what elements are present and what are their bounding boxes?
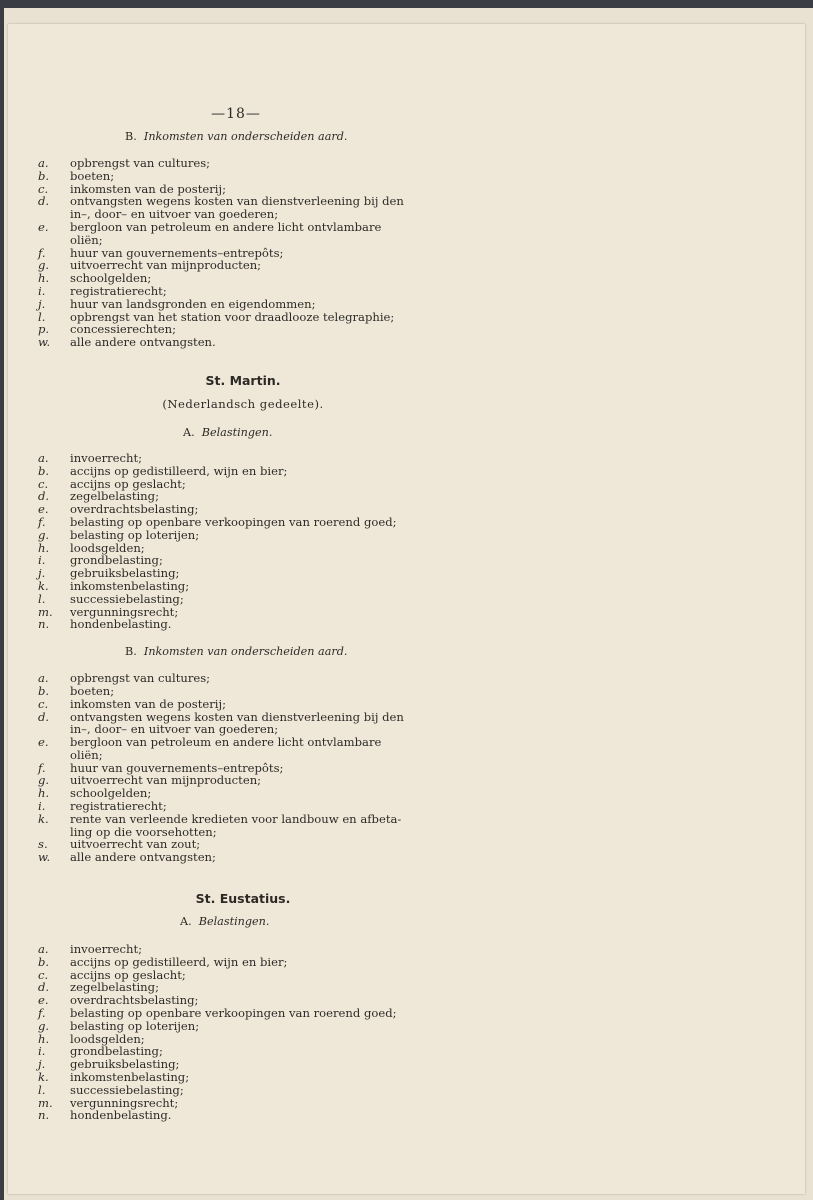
item-marker: k. [38, 811, 49, 826]
item-marker: g. [38, 258, 50, 273]
item-text: ontvangsten wegens kosten van dienstverleening bij den [70, 194, 404, 209]
section-title-text: Inkomsten van onderscheiden aard. [143, 645, 348, 659]
item-text: huur van gouvernements–entrepôts; [70, 245, 284, 260]
item-marker: e. [38, 735, 49, 750]
item-text: loodsgelden; [70, 1031, 145, 1046]
item-marker: a. [38, 942, 49, 957]
item-marker: m. [38, 604, 53, 619]
list-item [38, 298, 408, 311]
heading-st-eustatius: St. Eustatius. [195, 891, 291, 907]
section-title-text: Belastingen. [201, 425, 273, 439]
item-text: grondbelasting; [70, 553, 163, 568]
item-marker: d. [38, 709, 50, 724]
list-item [38, 1020, 408, 1033]
list-item [38, 672, 408, 685]
item-marker: j. [38, 296, 46, 311]
item-text: uitvoerrecht van mijnproducten; [70, 773, 262, 788]
item-text: boeten; [70, 168, 115, 183]
list-item [38, 285, 408, 298]
item-marker: f. [38, 760, 46, 775]
item-marker: f. [38, 245, 46, 260]
item-marker: e. [38, 219, 49, 234]
item-list [38, 157, 408, 349]
item-marker: i. [38, 1044, 46, 1059]
list-item [38, 170, 408, 183]
list-item [38, 1109, 408, 1122]
list-item [38, 465, 408, 478]
item-text: accijns op gedistilleerd, wijn en bier; [70, 954, 288, 969]
heading-st-martin: St. Martin. [205, 372, 281, 388]
item-marker: g. [38, 1018, 50, 1033]
list-item [38, 580, 408, 593]
item-marker: s. [38, 837, 48, 852]
item-text: belasting op loterijen; [70, 527, 200, 542]
item-marker: e. [38, 502, 49, 517]
list-item [38, 698, 408, 711]
item-text: boeten; [70, 683, 115, 698]
list-item [38, 685, 408, 698]
item-marker: i. [38, 283, 46, 298]
item-text: opbrengst van cultures; [70, 156, 211, 170]
item-text: loodsgelden; [70, 540, 145, 555]
item-continuation: ling op die voorsehotten; [70, 824, 217, 839]
section-a-title [183, 426, 408, 439]
item-list [38, 452, 408, 631]
subheading-nederlandsch-gedeelte: (Nederlandsch gedeelte). [162, 396, 324, 411]
item-text: invoerrecht; [70, 942, 143, 957]
item-marker: h. [38, 1031, 50, 1046]
item-marker: l. [38, 1082, 46, 1097]
item-marker: p. [38, 322, 50, 337]
item-text: inkomstenbelasting; [70, 578, 190, 593]
item-text: accijns op geslacht; [70, 476, 186, 491]
item-marker: m. [38, 1095, 53, 1110]
item-text: vergunningsrecht; [70, 604, 179, 619]
item-marker: j. [38, 566, 46, 581]
item-marker: n. [38, 1108, 50, 1123]
list-item [38, 1071, 408, 1084]
item-text: uitvoerrecht van zout; [70, 837, 201, 852]
item-text: gebruiksbelasting; [70, 566, 180, 581]
section-title-text: Inkomsten van onderscheiden aard. [143, 130, 348, 143]
list-item [38, 1084, 408, 1097]
section-b-title [125, 645, 408, 658]
page-content [38, 106, 408, 1122]
item-text: ontvangsten wegens kosten van dienstverleening bij den [70, 709, 404, 724]
item-marker: w. [38, 335, 51, 350]
item-text: huur van landsgronden en eigendommen; [70, 296, 316, 311]
list-item [38, 851, 408, 864]
list-item [38, 221, 408, 247]
item-marker: b. [38, 168, 50, 183]
item-marker: e. [38, 993, 49, 1008]
item-text: overdrachtsbelasting; [70, 502, 199, 517]
item-text: belasting op openbare verkoopingen van roerend goed; [70, 514, 397, 529]
item-marker: f. [38, 1006, 46, 1021]
item-text: inkomsten van de posterij; [70, 696, 227, 711]
item-marker: g. [38, 527, 50, 542]
item-marker: l. [38, 591, 46, 606]
item-text: bergloon van petroleum en andere licht ontvlambare oliën; [70, 219, 382, 247]
item-marker: d. [38, 980, 50, 995]
item-text: inkomstenbelasting; [70, 1070, 190, 1085]
list-item [38, 593, 408, 606]
item-marker: k. [38, 1070, 49, 1085]
item-text: alle andere ontvangsten. [70, 335, 216, 350]
item-text: inkomsten van de posterij; [70, 181, 227, 196]
item-text: successiebelasting; [70, 1082, 184, 1097]
item-marker: c. [38, 181, 49, 196]
item-text: registratierecht; [70, 283, 167, 298]
list-item [38, 567, 408, 580]
item-text: invoerrecht; [70, 450, 143, 465]
section-prefix: B. [125, 645, 137, 659]
item-list [38, 672, 408, 864]
list-item [38, 943, 408, 956]
item-marker: d. [38, 194, 50, 209]
item-text: zegelbelasting; [70, 980, 159, 995]
item-text: accijns op gedistilleerd, wijn en bier; [70, 463, 288, 478]
item-text: schoolgelden; [70, 786, 152, 801]
section-prefix: A. [183, 425, 195, 439]
item-marker: a. [38, 450, 49, 465]
list-item [38, 516, 408, 529]
item-text: belasting op openbare verkoopingen van roerend goed; [70, 1006, 397, 1021]
page-number: —18— [211, 106, 261, 122]
item-text: huur van gouvernements–entrepôts; [70, 760, 284, 775]
item-marker: f. [38, 514, 46, 529]
item-text: hondenbelasting. [70, 1108, 172, 1123]
item-marker: h. [38, 271, 50, 286]
item-text: uitvoerrecht van mijnproducten; [70, 258, 262, 273]
section-prefix: B. [125, 130, 137, 143]
item-marker: b. [38, 954, 50, 969]
item-marker: i. [38, 553, 46, 568]
item-text: bergloon van petroleum en andere licht ontvlambare oliën; [70, 735, 382, 762]
item-marker: b. [38, 463, 50, 478]
item-marker: j. [38, 1057, 46, 1072]
item-marker: n. [38, 617, 50, 632]
item-text: opbrengst van cultures; [70, 671, 211, 686]
item-text: registratierecht; [70, 799, 167, 814]
list-item [38, 529, 408, 542]
item-text: overdrachtsbelasting; [70, 993, 199, 1008]
item-marker: l. [38, 309, 46, 324]
item-text: concessierechten; [70, 322, 177, 337]
section-title-text: Belastingen. [198, 915, 270, 929]
item-marker: a. [38, 671, 49, 686]
item-marker: k. [38, 578, 49, 593]
item-marker: d. [38, 489, 50, 504]
item-text: grondbelasting; [70, 1044, 163, 1059]
item-marker: c. [38, 967, 49, 982]
list-item [38, 336, 408, 349]
item-list [38, 943, 408, 1122]
item-text: accijns op geslacht; [70, 967, 186, 982]
list-item [38, 1007, 408, 1020]
section-a-title [180, 915, 408, 928]
item-marker: i. [38, 799, 46, 814]
item-text: opbrengst van het station voor draadlooze telegraphie; [70, 309, 395, 324]
list-item [38, 452, 408, 465]
list-item [38, 813, 408, 826]
list-item [38, 618, 408, 631]
item-text: vergunningsrecht; [70, 1095, 179, 1110]
item-marker: a. [38, 156, 49, 170]
item-text: successiebelasting; [70, 591, 184, 606]
list-item [38, 736, 408, 762]
item-text: hondenbelasting. [70, 617, 172, 632]
item-text: rente van verleende kredieten voor landbouw en afbeta- [70, 811, 402, 826]
item-continuation: in–, door– en uitvoer van goederen; [70, 207, 279, 222]
section-prefix: A. [180, 915, 192, 929]
list-item [38, 157, 408, 170]
item-text: belasting op loterijen; [70, 1018, 200, 1033]
list-item [38, 956, 408, 969]
item-text: gebruiksbelasting; [70, 1057, 180, 1072]
item-marker: c. [38, 696, 49, 711]
section-b-title [125, 130, 408, 143]
item-text: zegelbelasting; [70, 489, 159, 504]
list-item [38, 800, 408, 813]
item-continuation: in–, door– en uitvoer van goederen; [70, 722, 279, 737]
document-page [8, 24, 805, 1194]
item-marker: h. [38, 540, 50, 555]
item-marker: w. [38, 850, 51, 865]
item-marker: h. [38, 786, 50, 801]
item-marker: b. [38, 683, 50, 698]
item-marker: c. [38, 476, 49, 491]
item-text: alle andere ontvangsten; [70, 850, 216, 865]
item-marker: g. [38, 773, 50, 788]
item-text: schoolgelden; [70, 271, 152, 286]
